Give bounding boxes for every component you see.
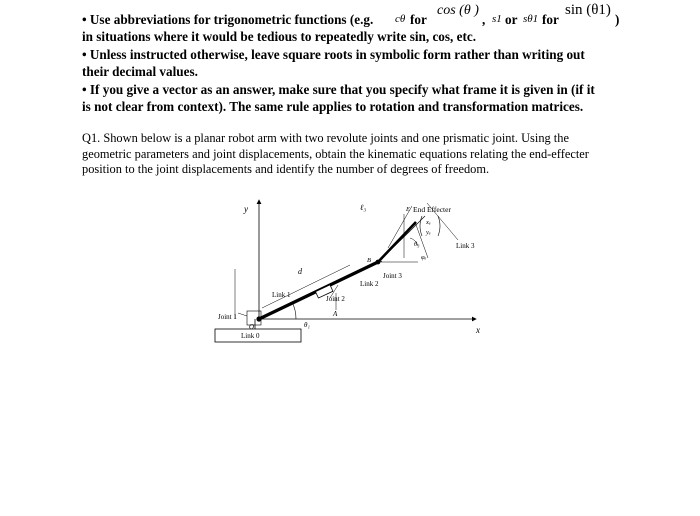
O-label: O: [249, 323, 255, 331]
bullet-square-roots-line1: • Unless instructed otherwise, leave square roots in symbolic form rather than writing out: [82, 46, 585, 62]
y-axis-label: y: [244, 204, 248, 214]
question-line2: geometric parameters and joint displacements, obtain the kinematic equations relating the end-effecter: [82, 146, 589, 161]
bullet-vector-frame-line2: is not clear from context). The same rule applies to rotation and transformation matrices.: [82, 99, 584, 114]
theta1-label: θ₁: [304, 321, 310, 329]
bullet-abbreviations-line2: in situations where it would be tedious to repeatedly write sin, cos, etc.: [82, 29, 477, 44]
link3-leader: [415, 222, 428, 258]
theta3-label: θ₃: [414, 241, 420, 248]
joint-O-dot: [256, 316, 261, 321]
comma: ,: [482, 12, 486, 27]
joint1-leader: [238, 313, 247, 316]
bullet-square-roots-line2: their decimal values.: [82, 64, 198, 79]
s1-label: s1: [492, 13, 502, 25]
for-label-2: for: [542, 12, 559, 27]
bullet-text: • Use abbreviations for trigonometric functions (e.g.: [82, 12, 374, 27]
closing-paren: ): [615, 12, 620, 27]
ye-label: yₑ: [426, 229, 431, 236]
robot-arm-figure: [200, 188, 500, 348]
link3-bar: [378, 222, 416, 262]
link3-label: Link 3: [456, 242, 475, 250]
s-theta1-label: sθ1: [523, 13, 539, 25]
joint3-label: Joint 3: [383, 272, 402, 280]
E-label: E: [406, 206, 410, 213]
vector-right-paren: [438, 216, 440, 236]
bullet-vector-frame-line1: • If you give a vector as an answer, make sure that you specify what frame it is given in (if it: [82, 81, 595, 97]
c-theta-label: cθ: [395, 13, 406, 25]
instruction-bullets: [82, 2, 630, 116]
bullet-abbreviations-line1: [82, 2, 630, 28]
question-line3: position to the joint displacements and identify the number of degrees of freedom.: [82, 162, 490, 177]
question-q1: [82, 131, 618, 178]
end-effecter-label: End Effecter: [413, 205, 451, 214]
joint1-label: Joint 1: [218, 313, 237, 321]
link1-label: Link 1: [272, 291, 291, 299]
d-label: d: [298, 267, 302, 276]
sin-theta1-formula: sin (θ1): [565, 2, 611, 18]
xe-label: xₑ: [426, 219, 431, 226]
joint-B-dot: [376, 260, 381, 265]
cos-theta-formula: cos (θ ): [437, 3, 479, 18]
l3-label: ℓ₃: [360, 203, 367, 212]
link0-label: Link 0: [241, 332, 260, 340]
link2-label: Link 2: [360, 280, 379, 288]
phi-e-label: φₑ: [421, 254, 427, 261]
A-label: A: [333, 310, 338, 318]
question-line1: Q1. Shown below is a planar robot arm with two revolute joints and one prismatic joint. Using the: [82, 131, 569, 145]
or-label: or: [505, 12, 518, 27]
joint2-label: Joint 2: [326, 295, 345, 303]
x-axis-label: x: [476, 325, 480, 335]
B-label: B: [367, 257, 371, 264]
for-label: for: [410, 12, 427, 27]
